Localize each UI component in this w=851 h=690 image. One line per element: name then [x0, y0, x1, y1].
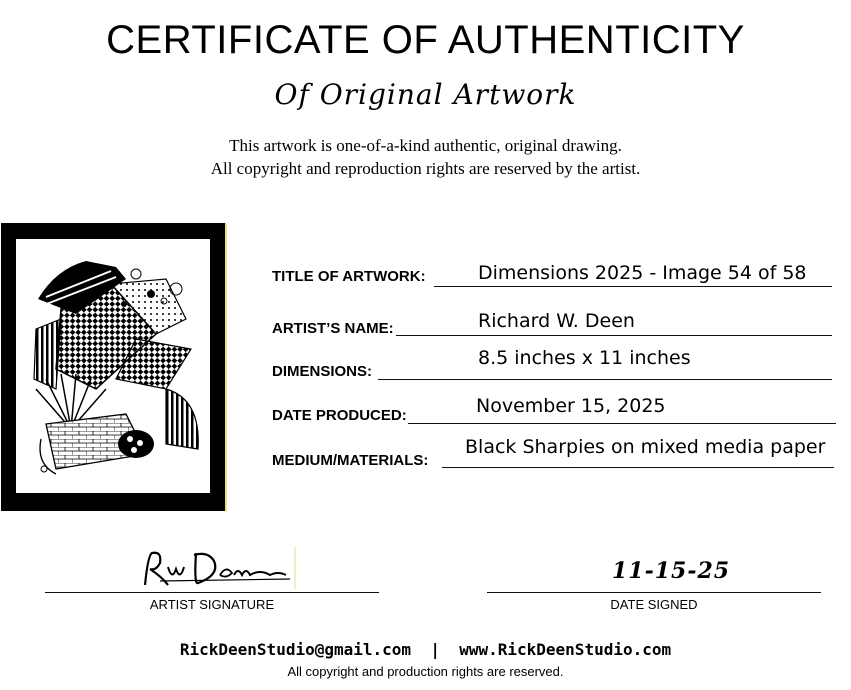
artist-signature-line	[45, 592, 379, 593]
date-produced-value: November 15, 2025	[476, 395, 666, 417]
date-produced-label: DATE PRODUCED:	[272, 407, 407, 424]
artists-name-value: Richard W. Deen	[478, 310, 635, 332]
dimensions-label: DIMENSIONS:	[272, 363, 373, 380]
medium-materials-value: Black Sharpies on mixed media paper	[465, 436, 826, 458]
title-of-artwork-value: Dimensions 2025 - Image 54 of 58	[478, 262, 807, 284]
footer-note: All copyright and production rights are reserved.	[287, 664, 564, 679]
title-of-artwork-line	[434, 286, 832, 287]
contact-info: RickDeenStudio@gmail.com | www.RickDeenStudio.com	[179, 640, 672, 659]
title-of-artwork-label: TITLE OF ARTWORK:	[272, 268, 426, 285]
dimensions-value: 8.5 inches x 11 inches	[478, 347, 691, 369]
medium-materials-line	[442, 467, 834, 468]
dimensions-line	[378, 379, 832, 380]
artwork-thumbnail	[1, 223, 227, 511]
intro-line-1: This artwork is one-of-a-kind authentic, original drawing.	[229, 136, 622, 155]
certificate-subtitle: Of Original Artwork	[274, 78, 577, 111]
artist-signature-image	[140, 545, 300, 591]
date-produced-line	[408, 423, 836, 424]
artist-signature-label: ARTIST SIGNATURE	[149, 597, 275, 612]
intro-line-2: All copyright and reproduction rights are reserved by the artist.	[210, 159, 641, 178]
artists-name-line	[396, 335, 832, 336]
artwork-drawing	[16, 239, 210, 493]
artists-name-label: ARTIST’S NAME:	[272, 320, 394, 337]
medium-materials-label: MEDIUM/MATERIALS:	[272, 452, 429, 469]
date-signed-label: DATE SIGNED	[610, 597, 698, 612]
date-signed-value: 11-15-25	[612, 558, 731, 584]
certificate-title: CERTIFICATE OF AUTHENTICITY	[106, 18, 745, 62]
date-signed-line	[487, 592, 821, 593]
